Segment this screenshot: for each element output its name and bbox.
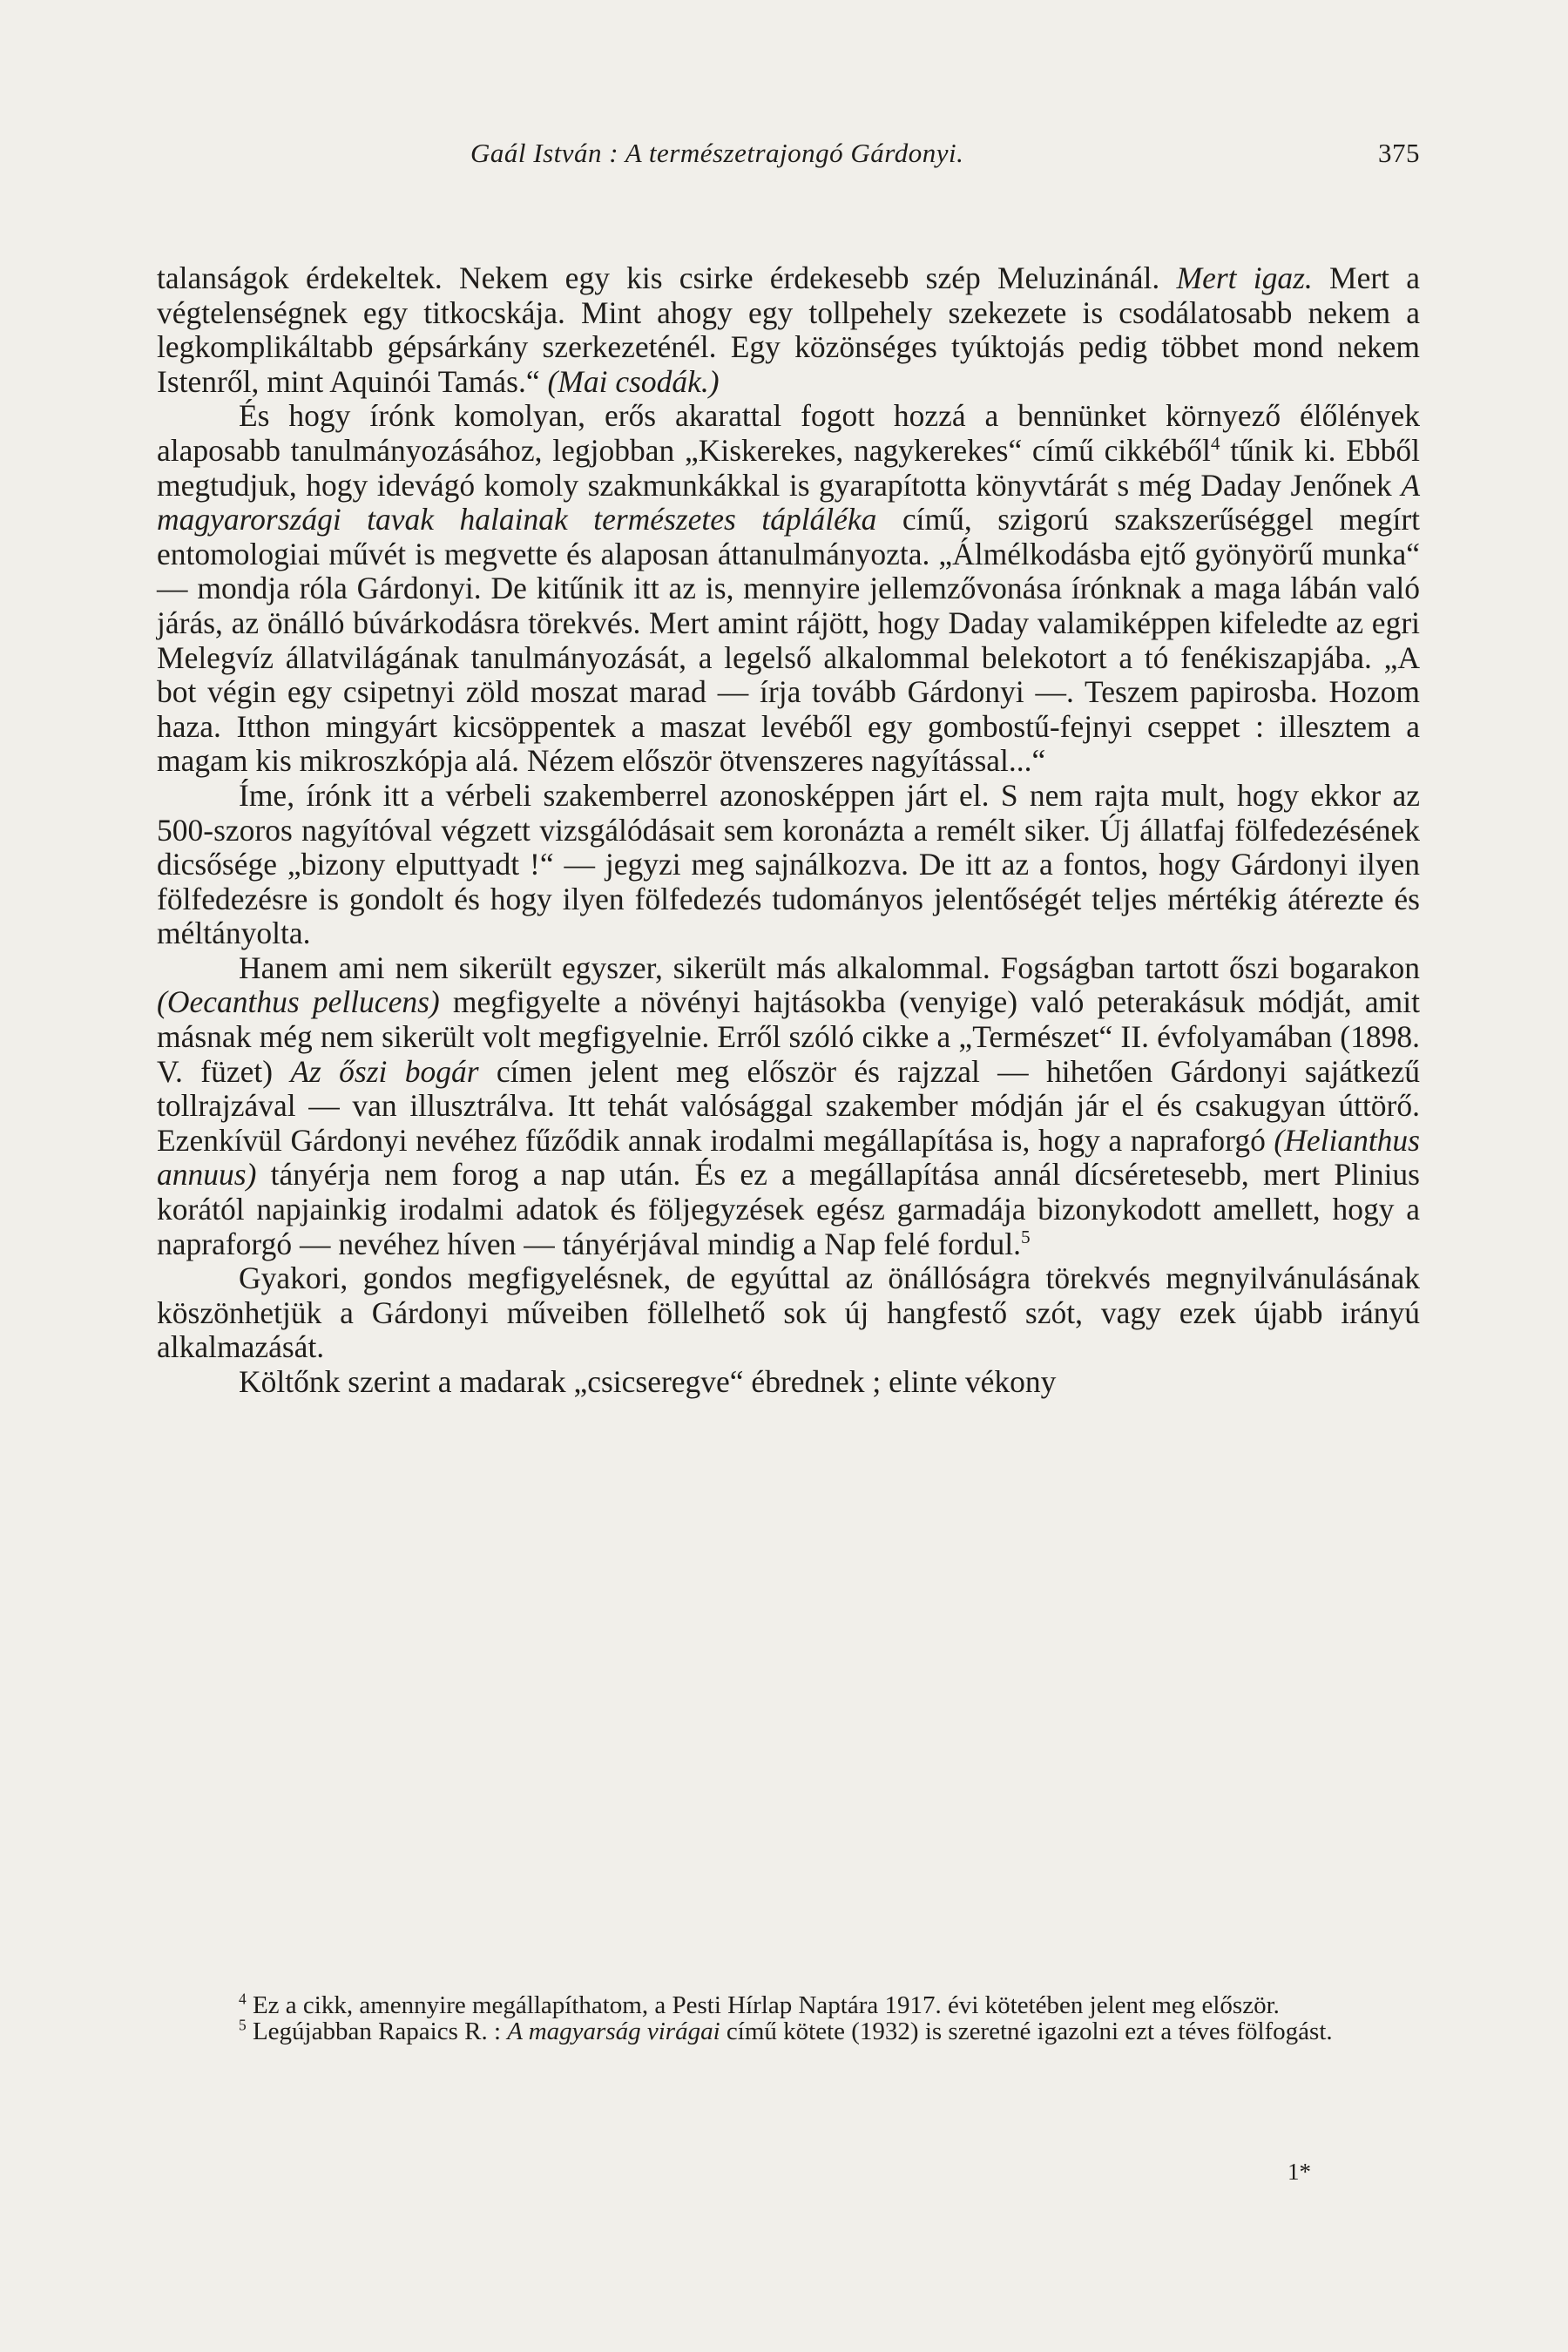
text-run: talanságok érdekeltek. Nekem egy kis csirke érdekesebb szép Meluzinánál. [157, 260, 1177, 295]
running-head: Gaál István : A természetrajongó Gárdonyi. [470, 138, 964, 168]
footnote-text: Ez a cikk, amennyire megállapíthatom, a Pesti Hírlap Naptára 1917. évi kötetében jelent meg először. [246, 1991, 1280, 2019]
text-run: tűnik ki. Ebből megtudjuk, hogy idevágó komoly szakmunkákkal is gyarapította könyvtárát s még Daday Jenőnek [157, 432, 1420, 503]
footnotes [157, 1992, 1420, 2044]
italic-title: Az őszi bogár [290, 1053, 479, 1089]
footnote-mark: 4 [239, 1990, 247, 2008]
text-run: tányérja nem forog a nap után. És ez a megállapítása annál dícséretesebb, mert Plinius korától napjainkig irodalmi adatok és följegyzések egész garmadája bizonykodott amellett, hogy a napraforgó — nevéhez híven — tányérjával mindig a Nap felé fordul. [157, 1157, 1420, 1261]
footnote-ref: 4 [1210, 433, 1220, 455]
body-text [157, 261, 1420, 1400]
paragraph-1 [157, 261, 1420, 399]
footnote-4 [157, 1992, 1420, 2018]
text-run: Hanem ami nem sikerült egyszer, sikerült más alkalommal. Fogságban tartott őszi bogarakon [239, 950, 1420, 985]
footnote-5 [157, 2018, 1420, 2044]
page-number: 375 [1378, 138, 1420, 168]
text-run: címen jelent meg először és rajzzal — hihetően Gárdonyi sajátkezű tollrajzával — van illusztrálva. Itt tehát valósággal szakember módján jár el és csakugyan úttörő. Ezenkívül Gárdonyi nevéhez fűződik annak irodalmi megállapítása is, hogy a napraforgó [157, 1053, 1420, 1158]
text-run: megfigyelte a növényi hajtásokba (venyige) való peterakásuk módját, amit másnak még nem sikerült volt megfigyelnie. Erről szóló cikke a „Természet“ II. évfolyamában (1898. V. füzet) [157, 984, 1420, 1089]
footnote-text: Legújabban Rapaics R. : [246, 2017, 508, 2045]
footnote-mark: 5 [239, 2016, 247, 2034]
paragraph-2 [157, 399, 1420, 779]
italic-title: A magyarországi tavak halainak természetes tápláléka [157, 467, 1420, 537]
italic-run: Mert igaz. [1176, 260, 1313, 295]
text-run: És hogy írónk komolyan, erős akarattal fogott hozzá a bennünket környező élőlények alaposabb tanulmányozásához, legjobban „Kiskerekes, nagykerekes“ című cikkéből [157, 398, 1420, 468]
italic-title: A magyarság virágai [507, 2017, 720, 2045]
italic-species: (Helianthus annuus) [157, 1122, 1420, 1193]
italic-title: (Mai csodák.) [547, 363, 720, 399]
paragraph-6: Költőnk szerint a madarak „csicseregve“ ébrednek ; elinte vékony [239, 1364, 1057, 1399]
footnote-text: című kötete (1932) is szeretné igazolni ezt a téves fölfogást. [720, 2017, 1333, 2045]
footnote-ref: 5 [1021, 1226, 1031, 1247]
text-run: című, szigorú szakszerűséggel megírt entomologiai művét is megvette és alaposan áttanulmányozta. „Álmélkodásba ejtő gyönyörű munka“ — mondja róla Gárdonyi. De kitűnik itt az is, mennyire jellemzővonása írónknak a maga lábán való járás, az önálló búvárkodásra törekvés. Mert amint rájött, hogy Daday valamiképpen kifeledte az egri Melegvíz állatvilágának tanulmányozását, a legelső alkalommal belekotort a tó fenékiszapjába. „A bot végin egy csipetnyi zöld moszat marad — írja tovább Gárdonyi —. Teszem papirosba. Hozom haza. Itthon mingyárt kicsöppentek a maszat levéből egy gombostű-fejnyi cseppet : illesztem a magam kis mikroszkópja alá. Nézem először ötvenszeres nagyítással...“ [157, 502, 1421, 779]
paragraph-5: Gyakori, gondos megfigyelésnek, de egyúttal az önállóságra törekvés megnyilvánulásának köszönhetjük a Gárdonyi műveiben föllelhető sok új hangfestő szót, vagy ezek újabb irányú alkalmazását. [157, 1260, 1420, 1365]
paragraph-3: Íme, írónk itt a vérbeli szakemberrel azonosképpen járt el. S nem rajta mult, hogy ekkor az 500-szoros nagyítóval végzett vizsgálódásait sem koronázta a remélt siker. Új állatfaj fölfedezésének dicsősége „bizony elputtyadt !“ — jegyzi meg sajnálkozva. De itt az a fontos, hogy Gárdonyi ilyen fölfedezésre is gondolt és hogy ilyen fölfedezés tudományos jelentőségét teljes mértékig átérezte és méltányolta. [157, 777, 1420, 951]
italic-species: (Oecanthus pellucens) [157, 984, 440, 1020]
paragraph-4 [157, 951, 1420, 1261]
signature-mark: 1* [1288, 2159, 1311, 2185]
text-run: Mert a végtelenségnek egy titkocskája. Mint ahogy egy tollpehely szekezete is csodálatosabb nekem a legkomplikáltabb gépsárkány szerkezeténél. Egy közönséges tyúktojás pedig többet mond nekem Istenről, mint Aquinói Tamás.“ [157, 260, 1420, 399]
